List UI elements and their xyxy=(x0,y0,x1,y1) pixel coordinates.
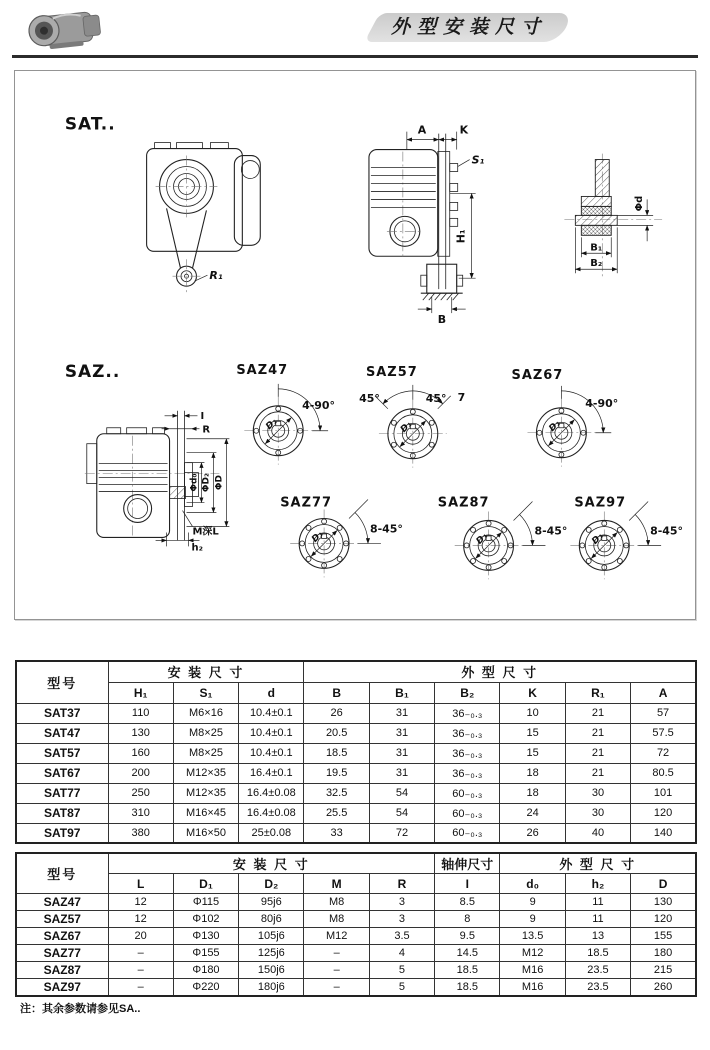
flange-saz77 xyxy=(290,500,381,578)
value-cell: 150j6 xyxy=(239,962,304,979)
col-header-d1: D₁ xyxy=(173,874,238,894)
value-cell: 31 xyxy=(369,743,434,763)
col-header-b: B xyxy=(304,682,369,703)
sat-section-view xyxy=(564,154,662,278)
value-cell: 140 xyxy=(631,823,696,843)
value-cell: 25.5 xyxy=(304,803,369,823)
table-header-row xyxy=(16,853,696,874)
label-phi-d: Φd xyxy=(634,195,646,212)
value-cell: 60₋₀.₃ xyxy=(435,823,500,843)
value-cell: 60₋₀.₃ xyxy=(435,803,500,823)
label-b2: B₂ xyxy=(590,258,603,270)
label-h1: H₁ xyxy=(454,229,468,244)
value-cell: 80j6 xyxy=(239,911,304,928)
value-cell: 26 xyxy=(500,823,565,843)
table-header-row xyxy=(16,661,696,682)
label-b1: B₁ xyxy=(590,242,603,254)
col-header-k: K xyxy=(500,682,565,703)
value-cell: 33 xyxy=(304,823,369,843)
value-cell: – xyxy=(108,945,173,962)
value-cell: – xyxy=(304,962,369,979)
flange-saz97 xyxy=(570,502,661,580)
value-cell: 380 xyxy=(108,823,173,843)
value-cell: 18.5 xyxy=(304,743,369,763)
table-row xyxy=(16,979,696,996)
value-cell: 30 xyxy=(565,803,630,823)
value-cell: 4 xyxy=(369,945,434,962)
value-cell: 180 xyxy=(631,945,696,962)
value-cell: 72 xyxy=(369,823,434,843)
flange-bore-saz77: D₁ xyxy=(310,529,326,545)
value-cell: 72 xyxy=(631,743,696,763)
model-cell: SAT87 xyxy=(16,803,108,823)
label-r: R xyxy=(202,424,211,436)
value-cell: 110 xyxy=(108,703,173,723)
table-row xyxy=(16,945,696,962)
flange-name-saz67: SAZ67 xyxy=(511,367,564,383)
value-cell: M12 xyxy=(304,928,369,945)
saz-dimension-table xyxy=(15,852,697,997)
value-cell: – xyxy=(108,962,173,979)
value-cell: 8 xyxy=(435,911,500,928)
saz-table-body xyxy=(16,894,696,996)
value-cell: 101 xyxy=(631,783,696,803)
col-header-r1: R₁ xyxy=(565,682,630,703)
value-cell: 14.5 xyxy=(435,945,500,962)
col-header-b2: B₂ xyxy=(435,682,500,703)
flange-angle-left-saz57: 45° xyxy=(359,391,380,405)
value-cell: 21 xyxy=(565,743,630,763)
label-b: B xyxy=(437,313,447,327)
value-cell: 21 xyxy=(565,703,630,723)
value-cell: 15 xyxy=(500,723,565,743)
value-cell: 20 xyxy=(108,928,173,945)
flange-bore-saz67: D₁ xyxy=(547,418,563,434)
value-cell: 215 xyxy=(631,962,696,979)
value-cell: 310 xyxy=(108,803,173,823)
value-cell: 200 xyxy=(108,763,173,783)
value-cell: 25±0.08 xyxy=(239,823,304,843)
table-row xyxy=(16,783,696,803)
model-cell: SAT97 xyxy=(16,823,108,843)
label-a: A xyxy=(417,123,427,137)
value-cell: 26 xyxy=(304,703,369,723)
value-cell: M8×25 xyxy=(173,743,238,763)
sat-table-body xyxy=(16,703,696,843)
model-cell: SAZ97 xyxy=(16,979,108,996)
model-cell: SAT47 xyxy=(16,723,108,743)
label-ml: M深L xyxy=(192,526,219,538)
value-cell: 95j6 xyxy=(239,894,304,911)
col-header-l: L xyxy=(108,874,173,894)
value-cell: M8 xyxy=(304,894,369,911)
value-cell: 180j6 xyxy=(239,979,304,996)
table-row xyxy=(16,763,696,783)
value-cell: 105j6 xyxy=(239,928,304,945)
col-header-m: M xyxy=(304,874,369,894)
value-cell: 16.4±0.1 xyxy=(239,763,304,783)
value-cell: 5 xyxy=(369,962,434,979)
model-cell: SAT37 xyxy=(16,703,108,723)
value-cell: 10.4±0.1 xyxy=(239,703,304,723)
table-subheader-row xyxy=(16,874,696,894)
value-cell: 80.5 xyxy=(631,763,696,783)
col-header-dd: D xyxy=(631,874,696,894)
table-row xyxy=(16,703,696,723)
table-row xyxy=(16,962,696,979)
value-cell: 120 xyxy=(631,803,696,823)
table-row xyxy=(16,823,696,843)
flange-angle-saz97: 8-45° xyxy=(650,524,684,538)
col-header-model: 型号 xyxy=(16,661,108,703)
model-cell: SAZ77 xyxy=(16,945,108,962)
value-cell: M12×35 xyxy=(173,763,238,783)
value-cell: 36₋₀.₃ xyxy=(435,723,500,743)
header-rule xyxy=(12,55,698,58)
sat-series-label: SAT.. xyxy=(64,113,116,134)
flange-saz47 xyxy=(244,384,328,465)
value-cell: 31 xyxy=(369,723,434,743)
col-header-r: R xyxy=(369,874,434,894)
flange-name-saz87: SAZ87 xyxy=(437,495,490,511)
value-cell: 30 xyxy=(565,783,630,803)
value-cell: 13.5 xyxy=(500,928,565,945)
col-header-a: A xyxy=(631,682,696,703)
col-header-h2: h₂ xyxy=(565,874,630,894)
value-cell: 57.5 xyxy=(631,723,696,743)
value-cell: – xyxy=(304,945,369,962)
value-cell: Φ180 xyxy=(173,962,238,979)
table-row xyxy=(16,723,696,743)
value-cell: 13 xyxy=(565,928,630,945)
value-cell: 250 xyxy=(108,783,173,803)
value-cell: 155 xyxy=(631,928,696,945)
value-cell: 3.5 xyxy=(369,928,434,945)
value-cell: M16 xyxy=(500,979,565,996)
value-cell: 23.5 xyxy=(565,979,630,996)
value-cell: 18.5 xyxy=(435,979,500,996)
label-dd: ΦD xyxy=(214,475,225,491)
saz-series-label: SAZ.. xyxy=(64,360,121,381)
flange-name-saz47: SAZ47 xyxy=(236,362,289,378)
drawing-panel xyxy=(14,70,696,620)
value-cell: M6×16 xyxy=(173,703,238,723)
value-cell: 5 xyxy=(369,979,434,996)
value-cell: 36₋₀.₃ xyxy=(435,703,500,723)
table-subheader-row xyxy=(16,682,696,703)
value-cell: 15 xyxy=(500,743,565,763)
value-cell: 260 xyxy=(631,979,696,996)
label-s1: S₁ xyxy=(471,153,485,167)
value-cell: 12 xyxy=(108,894,173,911)
table-row xyxy=(16,911,696,928)
model-cell: SAZ87 xyxy=(16,962,108,979)
model-cell: SAZ67 xyxy=(16,928,108,945)
flange-saz87 xyxy=(455,502,546,580)
label-d0: Φd₀ xyxy=(189,473,200,492)
flange-angle-saz67: 4-90° xyxy=(585,396,619,410)
value-cell: M16×45 xyxy=(173,803,238,823)
col-header-b1: B₁ xyxy=(369,682,434,703)
value-cell: M8×25 xyxy=(173,723,238,743)
col-header-model: 型号 xyxy=(16,853,108,894)
value-cell: Φ155 xyxy=(173,945,238,962)
label-d2: ΦD₂ xyxy=(201,473,212,493)
col-header-d0: d₀ xyxy=(500,874,565,894)
col-header-d2: D₂ xyxy=(239,874,304,894)
value-cell: 21 xyxy=(565,723,630,743)
flange-bore-saz87: D₁ xyxy=(474,531,490,547)
flange-bore-saz97: D₁ xyxy=(590,531,606,547)
value-cell: 9 xyxy=(500,911,565,928)
value-cell: 11 xyxy=(565,894,630,911)
sat-side-view xyxy=(369,124,485,326)
table-row xyxy=(16,928,696,945)
value-cell: 54 xyxy=(369,803,434,823)
group-header-shaft: 轴伸尺寸 xyxy=(435,853,500,874)
gearbox-photo-logo xyxy=(14,6,106,54)
flange-name-saz57: SAZ57 xyxy=(365,364,418,380)
value-cell: M8 xyxy=(304,911,369,928)
col-header-d: d xyxy=(239,682,304,703)
value-cell: Φ220 xyxy=(173,979,238,996)
value-cell: 21 xyxy=(565,763,630,783)
value-cell: 31 xyxy=(369,763,434,783)
sat-front-view xyxy=(147,143,261,294)
value-cell: 24 xyxy=(500,803,565,823)
flange-bore-saz57: D₁ xyxy=(398,419,414,435)
value-cell: 40 xyxy=(565,823,630,843)
value-cell: 18 xyxy=(500,783,565,803)
title-banner xyxy=(364,13,573,42)
flange-name-saz97: SAZ97 xyxy=(574,495,627,511)
flange-name-saz77: SAZ77 xyxy=(280,495,332,511)
flange-angle-saz87: 8-45° xyxy=(534,524,568,538)
model-cell: SAZ57 xyxy=(16,911,108,928)
group-header-outline: 外 型 尺 寸 xyxy=(500,853,696,874)
flange-angle-right-saz57: 45° xyxy=(425,391,447,405)
value-cell: 10.4±0.1 xyxy=(239,723,304,743)
value-cell: M16×50 xyxy=(173,823,238,843)
value-cell: – xyxy=(304,979,369,996)
value-cell: 10.4±0.1 xyxy=(239,743,304,763)
model-cell: SAT57 xyxy=(16,743,108,763)
label-i: I xyxy=(200,410,205,422)
value-cell: 32.5 xyxy=(304,783,369,803)
col-header-s1: S₁ xyxy=(173,682,238,703)
table-row xyxy=(16,743,696,763)
value-cell: 54 xyxy=(369,783,434,803)
table-row xyxy=(16,803,696,823)
group-header-outline: 外 型 尺 寸 xyxy=(304,661,696,682)
value-cell: 36₋₀.₃ xyxy=(435,763,500,783)
value-cell: 18.5 xyxy=(565,945,630,962)
saz-side-view xyxy=(85,411,230,554)
flange-angle-saz47: 4-90° xyxy=(302,398,336,412)
value-cell: Φ115 xyxy=(173,894,238,911)
value-cell: Φ102 xyxy=(173,911,238,928)
label-h2: h₂ xyxy=(191,542,203,554)
value-cell: 130 xyxy=(631,894,696,911)
value-cell: 120 xyxy=(631,911,696,928)
flange-angle-saz77: 8-45° xyxy=(369,522,403,536)
value-cell: 130 xyxy=(108,723,173,743)
value-cell: 18 xyxy=(500,763,565,783)
value-cell: 12 xyxy=(108,911,173,928)
label-r1: R₁ xyxy=(209,269,223,283)
value-cell: 3 xyxy=(369,894,434,911)
label-k: K xyxy=(459,123,469,137)
value-cell: 10 xyxy=(500,703,565,723)
model-cell: SAZ47 xyxy=(16,894,108,911)
value-cell: 57 xyxy=(631,703,696,723)
value-cell: 160 xyxy=(108,743,173,763)
col-header-h1: H₁ xyxy=(108,682,173,703)
value-cell: 23.5 xyxy=(565,962,630,979)
footnote: 注：其余参数请参见SA.. xyxy=(20,1003,141,1015)
value-cell: – xyxy=(108,979,173,996)
value-cell: M12 xyxy=(500,945,565,962)
technical-drawings xyxy=(15,71,695,619)
value-cell: 125j6 xyxy=(239,945,304,962)
model-cell: SAT67 xyxy=(16,763,108,783)
value-cell: 36₋₀.₃ xyxy=(435,743,500,763)
value-cell: 9 xyxy=(500,894,565,911)
value-cell: 8.5 xyxy=(435,894,500,911)
table-row xyxy=(16,894,696,911)
value-cell: M12×35 xyxy=(173,783,238,803)
value-cell: 16.4±0.08 xyxy=(239,783,304,803)
col-header-i: I xyxy=(435,874,500,894)
value-cell: 18.5 xyxy=(435,962,500,979)
value-cell: 3 xyxy=(369,911,434,928)
value-cell: M16 xyxy=(500,962,565,979)
value-cell: 9.5 xyxy=(435,928,500,945)
value-cell: Φ130 xyxy=(173,928,238,945)
value-cell: 20.5 xyxy=(304,723,369,743)
value-cell: 11 xyxy=(565,911,630,928)
sat-dimension-table xyxy=(15,660,697,844)
value-cell: 60₋₀.₃ xyxy=(435,783,500,803)
group-header-install: 安 装 尺 寸 xyxy=(108,853,435,874)
group-header-install: 安 装 尺 寸 xyxy=(108,661,304,682)
flange-bore-saz47: D₁ xyxy=(264,416,280,432)
model-cell: SAT77 xyxy=(16,783,108,803)
stray-mark: 7 xyxy=(457,390,466,404)
value-cell: 16.4±0.08 xyxy=(239,803,304,823)
value-cell: 19.5 xyxy=(304,763,369,783)
page-title: 外型安装尺寸 xyxy=(390,17,547,38)
value-cell: 31 xyxy=(369,703,434,723)
